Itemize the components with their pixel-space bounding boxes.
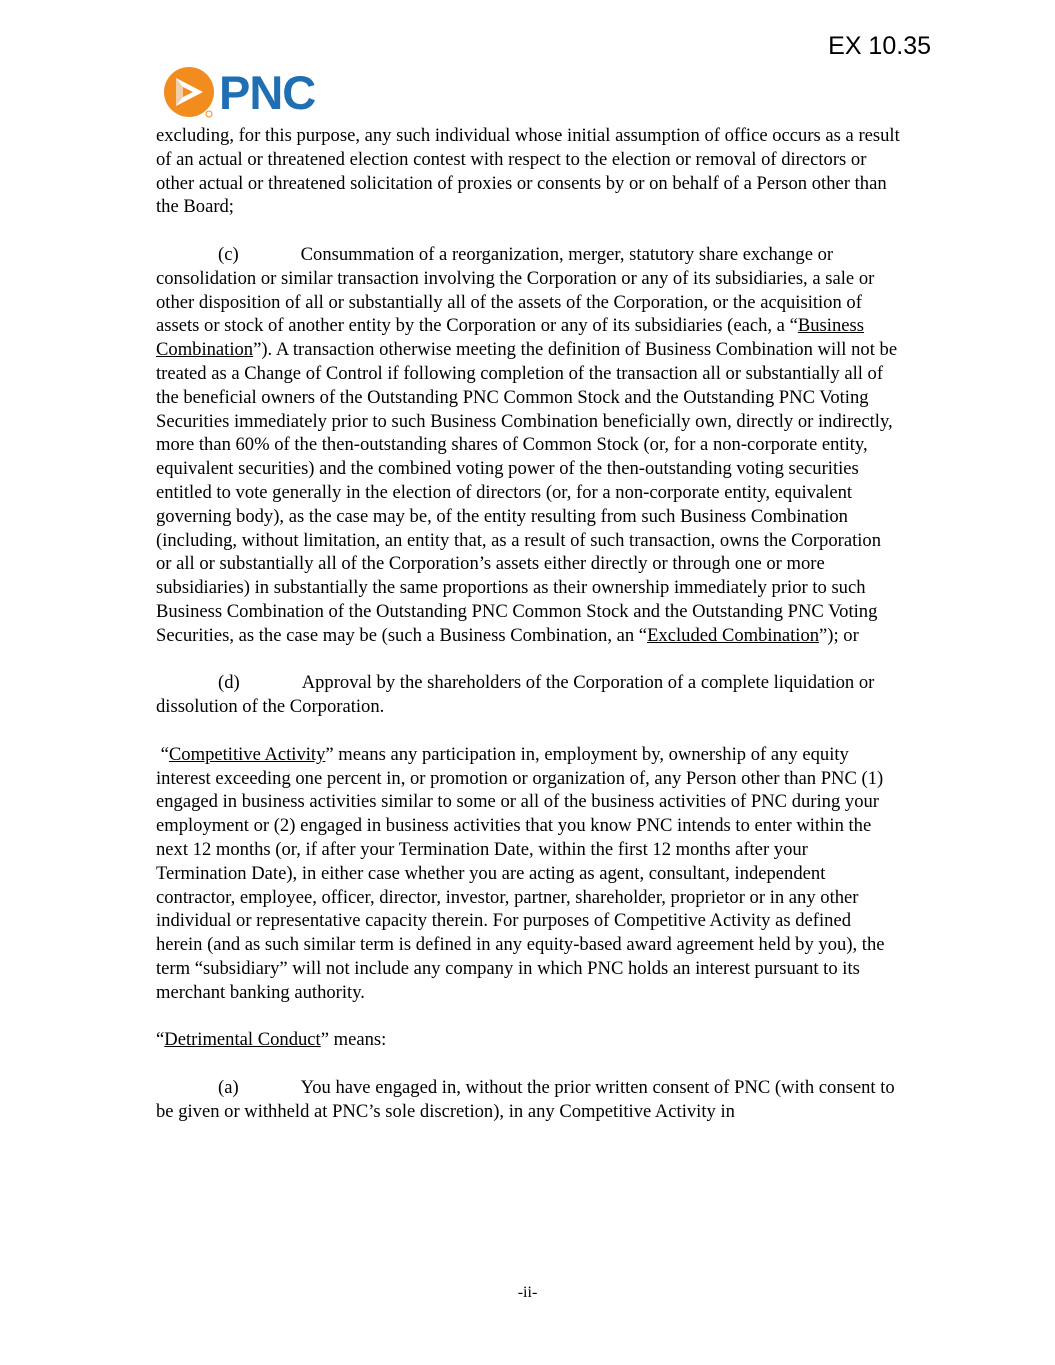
clause-c-paragraph <box>156 243 901 648</box>
clause-c-text-2: ”). A transaction otherwise meeting the definition of Business Combination will not be treated as a Change of Control if following completion of the transaction all or substantially all of the beneficial owners of the Outstanding PNC Common Stock and the Outstanding PNC Voting Securities immediately prior to such Business Combination beneficially own, directly or indirectly, more than 60% of the then-outstanding shares of Common Stock (or, for a non-corporate entity, equivalent securities) and the combined voting power of the then-outstanding voting securities entitled to vote generally in the election of directors (or, for a non-corporate entity, equivalent governing body), as the case may be, of the entity resulting from such Business Combination (including, without limitation, an entity that, as a result of such transaction, owns the Corporation or all or substantially all of the Corporation’s assets either directly or through one or more subsidiaries) in substantially the same proportions as their ownership immediately prior to such Business Combination of the Outstanding PNC Common Stock and the Outstanding PNC Voting Securities, as the case may be (such a Business Combination, an “ <box>156 339 898 646</box>
clause-c-label: (c) <box>218 243 239 265</box>
excluded-combination-term: Excluded Combination <box>647 624 820 646</box>
clause-c-text-3: ”); or <box>819 624 859 646</box>
exhibit-label: EX 10.35 <box>828 32 931 60</box>
pnc-triangle-icon <box>163 66 215 118</box>
clause-a-text: You have engaged in, without the prior written consent of PNC (with consent to be given or withheld at PNC’s sole discretion), in any Competitive Activity in <box>156 1076 895 1122</box>
clause-c-text-1: Consummation of a reorganization, merger, statutory share exchange or consolidation or similar transaction involving the Corporation or any of its subsidiaries, a sale or other disposition of all or substantially all of the assets of the Corporation, or the acquisition of assets or stock of another entity by the Corporation or any of its subsidiaries (each, a “ <box>156 243 875 337</box>
clause-a-label: (a) <box>218 1076 239 1098</box>
detrimental-conduct-text: ” means: <box>320 1029 387 1051</box>
clause-d-text: Approval by the shareholders of the Corporation of a complete liquidation or dissolution of the Corporation. <box>156 672 875 718</box>
continuation-paragraph: excluding, for this purpose, any such individual whose initial assumption of office occurs as a result of an actual or threatened election contest with respect to the election or removal of directors or other actual or threatened solicitation of proxies or consents by or on behalf of a Person other than the Board; <box>156 125 900 218</box>
competitive-activity-text: ” means any participation in, employment by, ownership of any equity interest exceeding one percent in, or promotion or organization of, any Person other than PNC (1) engaged in business activities similar to some or all of the business activities of PNC during your employment or (2) engaged in business activities that you know PNC intends to enter within the next 12 months (or, if after your Termination Date, within the first 12 months after your Termination Date), in either case whether you are acting as agent, consultant, independent contractor, employee, officer, director, investor, partner, shareholder, proprietor or in any other individual or representative capacity therein. For purposes of Competitive Activity as defined herein (and as such similar term is defined in any equity-based award agreement held by you), the term “subsidiary” will not include any company in which PNC holds an interest pursuant to its merchant banking authority. <box>156 743 885 1003</box>
competitive-open-quote: “ <box>156 743 169 765</box>
clause-a-paragraph <box>156 1076 901 1124</box>
competitive-activity-term: Competitive Activity <box>168 743 326 765</box>
competitive-activity-paragraph <box>156 743 901 1005</box>
logo-wordmark: PNC <box>219 65 316 119</box>
clause-d-paragraph <box>156 671 901 719</box>
page-number: -ii- <box>517 1284 538 1301</box>
detrimental-conduct-term: Detrimental Conduct <box>164 1029 321 1051</box>
pnc-logo <box>163 66 315 118</box>
clause-d-label: (d) <box>218 672 240 694</box>
detrimental-conduct-paragraph <box>156 1028 901 1052</box>
document-body <box>156 124 901 1147</box>
business-combination-term: Business Combination <box>156 315 864 361</box>
detrimental-open-quote: “ <box>156 1029 165 1051</box>
